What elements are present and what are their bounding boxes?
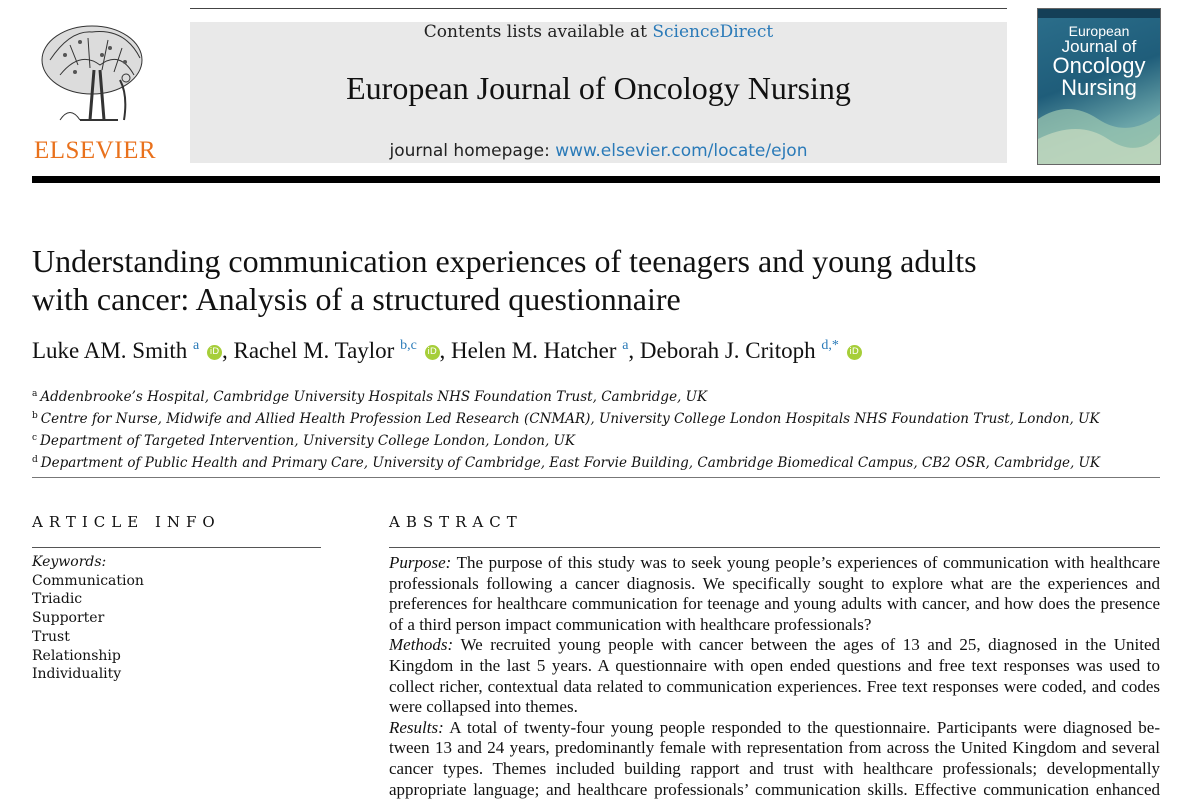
abstract-line: preferences for healthcare communication for teenage and young adults with cancer, and how does the presence [389, 594, 1160, 614]
abstract-text: The purpose of this study was to seek young people’s experiences of communication with healthcare [451, 553, 1160, 572]
publisher-logo[interactable] [30, 20, 160, 165]
homepage-prefix: journal homepage: [389, 141, 550, 161]
article-title-line: with cancer: Analysis of a structured questionnaire [32, 281, 681, 317]
elsevier-tree-icon [30, 20, 160, 135]
abstract-line: were collapsed into themes. [389, 697, 578, 717]
cover-title-line: Oncology [1052, 53, 1146, 78]
cover-title-line: Journal of [1061, 37, 1137, 56]
cover-issn-strip [1038, 9, 1160, 18]
purpose-label: Purpose: [389, 553, 452, 572]
author-affiliation-ref[interactable]: a [622, 338, 629, 353]
abstract-line: appropriate language; and healthcare professionals’ communication skills. Effective communication enhanced [389, 779, 1160, 799]
keyword-item[interactable]: Triadic [32, 591, 83, 608]
cover-title-line: European [1068, 23, 1130, 39]
abstract-line: tween 13 and 24 years, predominantly female with representation from across the United Kingdom and several [389, 738, 1160, 758]
abstract-rule [389, 547, 1160, 548]
methods-label: Methods: [389, 635, 454, 655]
abstract-body [389, 553, 1160, 800]
author-affiliation-ref[interactable]: d,* [821, 338, 839, 353]
affiliation-text: Addenbrooke’s Hospital, Cambridge University Hospitals NHS Foundation Trust, Cambridge, UK [40, 389, 708, 405]
keywords-list [32, 553, 144, 684]
author-name[interactable]: Helen M. Hatcher [451, 338, 617, 363]
affiliation-text: Department of Public Health and Primary Care, University of Cambridge, East Forvie Building, Cambridge Biomedical Campus, CB2 OSR, Cambridge, UK [40, 455, 1101, 471]
abstract-line [389, 553, 1160, 574]
orcid-icon[interactable]: iD [847, 345, 862, 360]
abstract-line: Kingdom in the last 5 years. A questionnaire with open ended questions and free text responses was used to [389, 655, 1160, 675]
affiliation-marker: d [32, 455, 38, 465]
author-list [32, 338, 862, 364]
keyword-item[interactable]: Individuality [32, 666, 122, 683]
author-separator: , [221, 338, 228, 363]
keyword-item[interactable]: Communication [32, 572, 144, 589]
affiliation-item [32, 451, 1160, 473]
affiliation-item [32, 385, 1160, 407]
abstract-line: professionals following a cancer diagnosis. We specifically sought to explore what are the experiences and [389, 573, 1160, 593]
affiliation-text: Department of Targeted Intervention, University College London, London, UK [40, 433, 576, 449]
publisher-name: ELSEVIER [33, 137, 157, 164]
affiliation-text: Centre for Nurse, Midwife and Allied Health Profession Led Research (CNMAR), University College London Hospitals NHS Foundation Trust, London, UK [40, 411, 1100, 427]
article-info-heading: ARTICLE INFO [32, 513, 221, 531]
orcid-icon[interactable]: iD [425, 345, 440, 360]
abstract-line: collect richer, contextual data related to communication experiences. Free text responses were coded, and codes [389, 676, 1160, 696]
abstract-text: A total of twenty-four young people responded to the questionnaire. Participants were diagnosed be- [443, 717, 1160, 737]
journal-title[interactable]: European Journal of Oncology Nursing [346, 70, 851, 106]
cover-artwork [1038, 89, 1160, 164]
affiliation-item [32, 407, 1160, 429]
abstract-line [389, 635, 1160, 656]
orcid-icon[interactable]: iD [207, 345, 222, 360]
abstract-heading: ABSTRACT [389, 513, 523, 531]
author-name[interactable]: Rachel M. Taylor [233, 338, 395, 363]
journal-banner [190, 22, 1007, 163]
homepage-link[interactable]: www.elsevier.com/locate/ejon [555, 141, 808, 161]
section-divider [32, 477, 1160, 478]
contents-prefix: Contents lists available at [423, 22, 647, 42]
author-separator: , [439, 338, 446, 363]
cover-title [1038, 24, 1160, 99]
affiliations [32, 385, 1160, 473]
header-top-rule [190, 8, 1007, 9]
author-name[interactable]: Deborah J. Critoph [639, 338, 816, 363]
article-title-line: Understanding communication experiences of teenagers and young adults [32, 243, 977, 279]
keyword-item[interactable]: Trust [32, 628, 70, 645]
homepage-line [190, 141, 1007, 161]
abstract-line: of a third person impact communication with healthcare professionals? [389, 614, 872, 634]
affiliation-marker: a [32, 389, 38, 399]
contents-line [190, 22, 1007, 42]
journal-cover[interactable] [1037, 8, 1161, 165]
abstract-text: We recruited young people with cancer between the ages of 13 and 25, diagnosed in the United [453, 635, 1160, 655]
author-separator: , [628, 338, 635, 363]
abstract-line [389, 718, 1160, 739]
author-affiliation-ref[interactable]: a [193, 338, 200, 353]
keyword-item[interactable]: Supporter [32, 610, 105, 627]
keywords-label: Keywords: [32, 554, 107, 570]
affiliation-marker: c [32, 433, 38, 443]
cover-title-line: Nursing [1061, 75, 1137, 100]
keyword-item[interactable]: Relationship [32, 647, 121, 664]
article-title [32, 242, 1032, 318]
abstract-line: cancer types. Themes included building rapport and trust with healthcare professionals; developmentally [389, 758, 1160, 778]
article-info-rule [32, 547, 321, 548]
sciencedirect-link[interactable]: ScienceDirect [652, 22, 774, 42]
header-thick-rule [32, 176, 1160, 183]
affiliation-marker: b [32, 411, 38, 421]
author-name[interactable]: Luke AM. Smith [32, 338, 188, 363]
results-label: Results: [389, 717, 444, 737]
affiliation-item [32, 429, 1160, 451]
author-affiliation-ref[interactable]: b,c [400, 338, 417, 353]
